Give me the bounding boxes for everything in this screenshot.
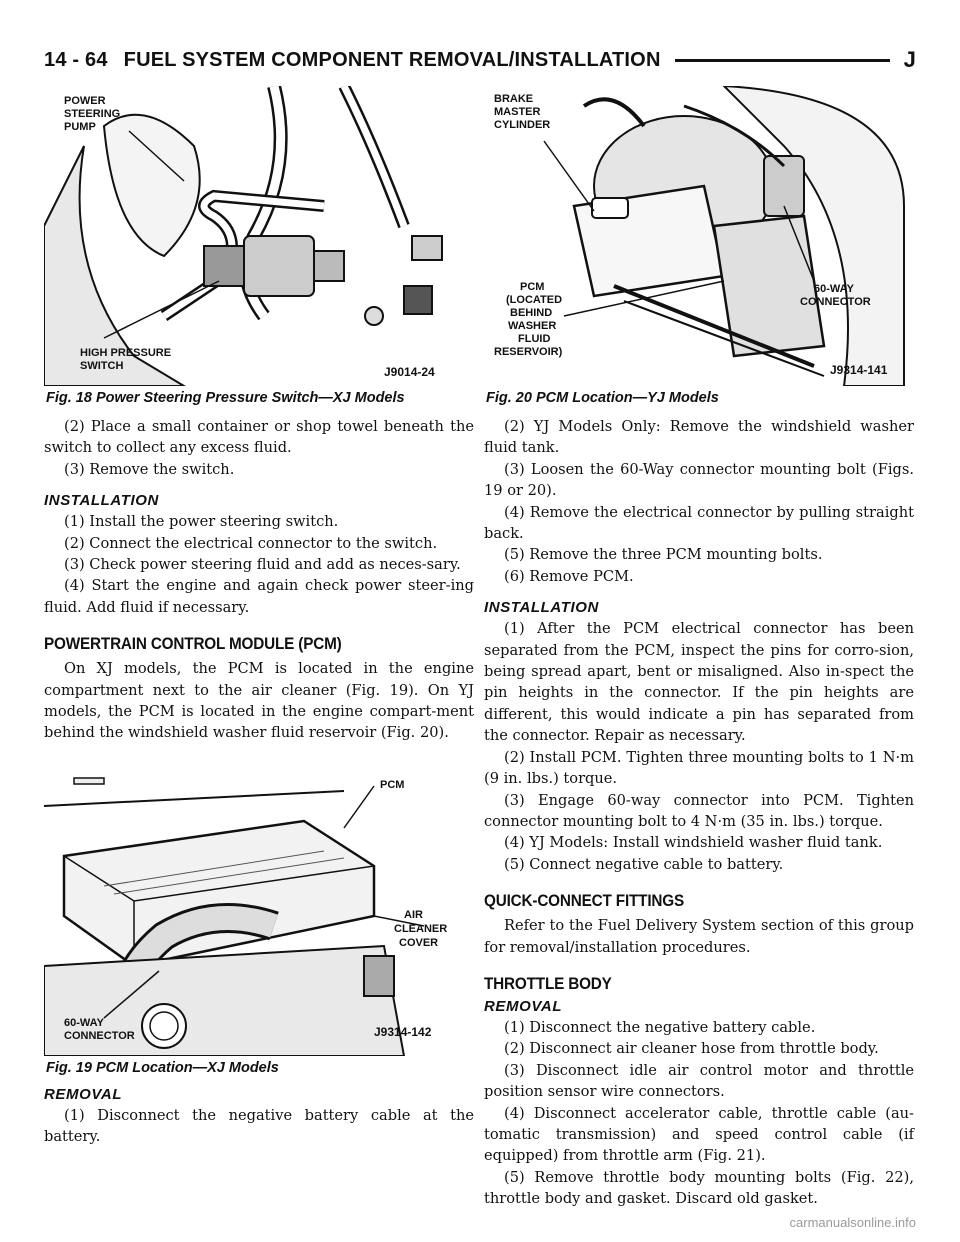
figure-18-caption: Fig. 18 Power Steering Pressure Switch—XJ Models xyxy=(46,390,405,406)
fig20-label-washer: WASHER xyxy=(508,320,557,332)
header-rule xyxy=(675,59,890,62)
fig20-label-behind: BEHIND xyxy=(510,307,553,319)
fig20-label-master: MASTER xyxy=(494,106,541,118)
fig20-label-60way: 60-WAY xyxy=(814,283,854,295)
install-step-1-left: (1) Install the power steering switch. xyxy=(64,513,339,531)
figure-19 xyxy=(44,766,474,1076)
figure-18 xyxy=(44,86,474,406)
figure-20-illustration xyxy=(484,86,914,386)
fig19-label-connector: CONNECTOR xyxy=(64,1029,135,1042)
left-column xyxy=(44,86,474,1148)
fig19-label-pcm: PCM xyxy=(380,778,405,791)
fig19-label-60way: 60-WAY xyxy=(64,1016,104,1029)
fig18-label-switch: SWITCH xyxy=(80,360,124,372)
fig20-label-cylinder: CYLINDER xyxy=(494,119,551,131)
fig18-label-pump: PUMP xyxy=(64,121,96,133)
page-number: 14 - 64 xyxy=(44,48,108,71)
fig18-label-power: POWER xyxy=(64,95,106,107)
install-step-2-right: (2) Install PCM. Tighten three mounting bolts to 1 N·m (9 in. lbs.) torque. xyxy=(484,748,914,788)
figure-19-illustration xyxy=(44,766,474,1056)
fig20-label-located: (LOCATED xyxy=(506,294,563,306)
quick-connect-heading: QUICK-CONNECT FITTINGS xyxy=(484,891,685,911)
figure-19-caption: Fig. 19 PCM Location—XJ Models xyxy=(46,1059,279,1076)
removal-step-6: (6) Remove PCM. xyxy=(504,567,634,585)
model-letter: J xyxy=(903,47,916,72)
figure-20 xyxy=(484,86,914,406)
install-heading-right: INSTALLATION xyxy=(484,599,599,617)
left-step-2: (2) Place a small container or shop towel beneath the switch to collect any excess fluid. xyxy=(44,418,474,457)
fig18-code: J9014-24 xyxy=(384,365,435,379)
throttle-step-4: (4) Disconnect accelerator cable, throttle cable (au-tomatic transmission) and speed control cable (if equipped) from throttle arm (Fig. 21). xyxy=(484,1104,914,1165)
fig20-label-fluid: FLUID xyxy=(518,333,551,345)
install-step-3-right: (3) Engage 60-way connector into PCM. Tighten connector mounting bolt to 4 N·m (35 in. lbs.) torque. xyxy=(484,791,914,830)
removal-heading-left: REMOVAL xyxy=(44,1085,123,1103)
install-heading-left: INSTALLATION xyxy=(44,492,159,510)
fig19-label-cover: COVER xyxy=(399,936,439,949)
throttle-step-3: (3) Disconnect idle air control motor and throttle position sensor wire connectors. xyxy=(484,1061,914,1101)
quick-connect-text: Refer to the Fuel Delivery System section of this group for removal/installation procedures. xyxy=(484,917,914,956)
pcm-description: On XJ models, the PCM is located in the engine compartment next to the air cleaner (Fig. 19). On YJ models, the PCM is located in the engine compart-ment behind the windshield washer fluid reservoir (Fig. 20). xyxy=(44,660,474,742)
fig19-label-cleaner: CLEANER xyxy=(394,922,448,935)
page-title: FUEL SYSTEM COMPONENT REMOVAL/INSTALLATION xyxy=(123,48,661,71)
install-step-5-right: (5) Connect negative cable to battery. xyxy=(504,855,784,873)
fig20-label-reservoir: RESERVOIR) xyxy=(494,346,563,358)
fig19-code: J9314-142 xyxy=(374,1024,432,1039)
removal-step-5: (5) Remove the three PCM mounting bolts. xyxy=(504,546,823,564)
throttle-removal-heading: REMOVAL xyxy=(484,997,563,1015)
install-step-4-right: (4) YJ Models: Install windshield washer fluid tank. xyxy=(504,834,883,852)
watermark: carmanualsonline.info xyxy=(789,1215,916,1230)
fig20-label-pcm: PCM xyxy=(520,281,545,293)
figure-20-caption: Fig. 20 PCM Location—YJ Models xyxy=(486,390,719,406)
throttle-body-heading: THROTTLE BODY xyxy=(484,973,612,993)
figure-18-illustration xyxy=(44,86,474,386)
removal-step-3: (3) Loosen the 60-Way connector mounting bolt (Figs. 19 or 20). xyxy=(484,460,914,500)
right-column xyxy=(484,86,914,1210)
removal-step-1: (1) Disconnect the negative battery cable at the battery. xyxy=(44,1106,474,1146)
throttle-step-5: (5) Remove throttle body mounting bolts (Fig. 22), throttle body and gasket. Discard old gasket. xyxy=(484,1168,914,1208)
removal-step-4: (4) Remove the electrical connector by pulling straight back. xyxy=(484,503,914,543)
removal-step-2: (2) YJ Models Only: Remove the windshield washer fluid tank. xyxy=(484,418,914,457)
install-step-1-right: (1) After the PCM electrical connector has been separated from the PCM, inspect the pins for corro-sion, being spread apart, bent or misaligned. Also in-spect the pin heights in the connector. If the pin heights are different, this would indicate a pin has separated from the connector. Repair as necessary. xyxy=(484,620,914,745)
page-header xyxy=(44,40,916,80)
fig19-label-air: AIR xyxy=(404,908,423,921)
fig20-code: J9314-141 xyxy=(830,363,888,377)
fig18-label-high-pressure: HIGH PRESSURE xyxy=(80,347,172,359)
pcm-section-heading: POWERTRAIN CONTROL MODULE (PCM) xyxy=(44,634,342,654)
left-step-3: (3) Remove the switch. xyxy=(64,460,235,478)
install-step-2-left: (2) Connect the electrical connector to the switch. xyxy=(64,534,438,552)
install-step-4-left: (4) Start the engine and again check power steer-ing fluid. Add fluid if necessary. xyxy=(44,577,474,616)
install-step-3-left: (3) Check power steering fluid and add as neces-sary. xyxy=(64,556,461,574)
fig20-label-connector: CONNECTOR xyxy=(800,296,871,308)
throttle-step-1: (1) Disconnect the negative battery cable. xyxy=(504,1018,816,1036)
fig20-label-brake: BRAKE xyxy=(494,93,534,105)
throttle-step-2: (2) Disconnect air cleaner hose from throttle body. xyxy=(504,1040,879,1058)
fig18-label-steering: STEERING xyxy=(64,108,121,120)
